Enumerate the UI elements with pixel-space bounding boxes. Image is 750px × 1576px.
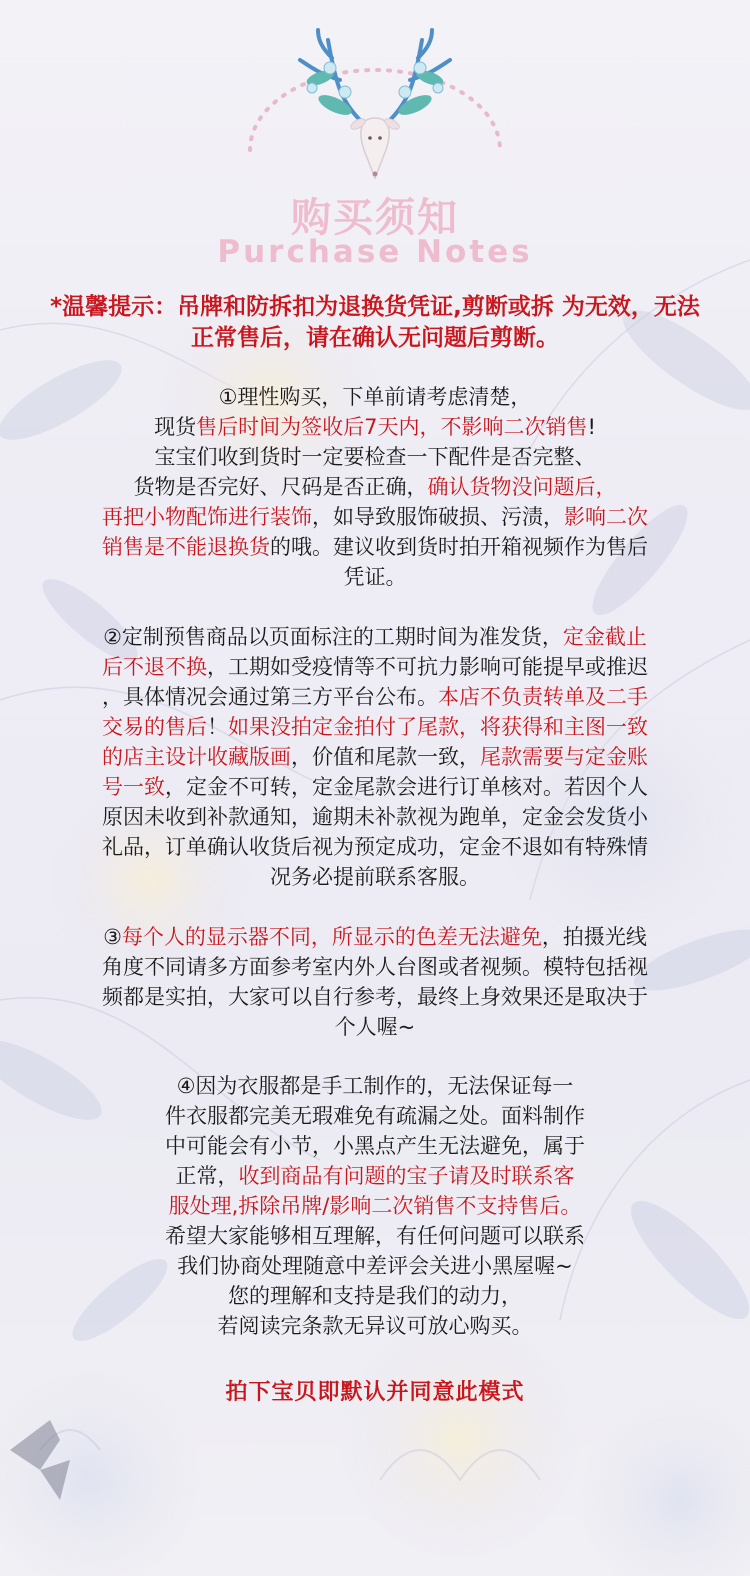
page-subtitle: Purchase Notes [217, 234, 533, 270]
section-line: 货物是否完好、尺码是否正确，确认货物没问题后， [133, 475, 617, 499]
notice-section-2 [40, 622, 710, 892]
section-line: 正常，收到商品有问题的宝子请及时联系客 [175, 1164, 575, 1188]
section-line: 号一致，定金不可转，定金尾款会进行订单核对。若因个人 [102, 775, 648, 799]
agreement-note: 拍下宝贝即默认并同意此模式 [225, 1380, 525, 1405]
section-line: 希望大家能够相互理解，有任何问题可以联系 [165, 1224, 585, 1248]
section-line: 再把小物配饰进行装饰，如导致服饰破损、污渍，影响二次 [102, 505, 648, 529]
section-line: 的店主设计收藏版画，价值和尾款一致，尾款需要与定金账 [102, 745, 648, 769]
warning-notice [40, 292, 710, 354]
notice-section-3 [40, 922, 710, 1042]
section-line: 销售是不能退换货的哦。建议收到货时拍开箱视频作为售后 [102, 535, 648, 559]
section-line: 服处理,拆除吊牌/影响二次销售不支持售后。 [168, 1194, 582, 1218]
warning-line: 为无效，无法正常售后，请在确认无问题后剪断。 [191, 294, 700, 351]
page-title: 购买须知 [291, 195, 459, 241]
section-line: 礼品，订单确认收货后视为预定成功，定金不退如有特殊情 [102, 835, 648, 859]
deer-antler-flower-icon [0, 0, 750, 190]
warning-line: *温馨提示：吊牌和防拆扣为退换货凭证,剪断或拆 [50, 294, 554, 320]
section-line: 宝宝们收到货时一定要检查一下配件是否完整、 [154, 445, 596, 469]
section-line: 角度不同请多方面参考室内外人台图或者视频。模特包括视 [102, 955, 648, 979]
section-line: 您的理解和支持是我们的动力， [228, 1284, 522, 1308]
section-line: ④因为衣服都是手工制作的，无法保证每一 [176, 1074, 574, 1098]
section-line: 个人喔~ [334, 1015, 416, 1039]
section-line: 若阅读完条款无异议可放心购买。 [217, 1314, 533, 1338]
section-line: ①理性购买，下单前请考虑清楚， [218, 385, 532, 409]
section-line: ③每个人的显示器不同，所显示的色差无法避免，拍摄光线 [103, 925, 647, 949]
section-line: 我们协商处理随意中差评会关进小黑屋喔~ [177, 1254, 573, 1278]
section-line: ②定制预售商品以页面标注的工期时间为准发货，定金截止 [103, 625, 647, 649]
section-line: ，具体情况会通过第三方平台公布。本店不负责转单及二手 [102, 685, 648, 709]
section-line: 中可能会有小节，小黑点产生无法避免，属于 [165, 1134, 585, 1158]
section-line: 现货售后时间为签收后7天内，不影响二次销售! [154, 415, 596, 439]
section-line: 后不退不换，工期如受疫情等不可抗力影响可能提早或推迟 [102, 655, 648, 679]
header [0, 0, 750, 280]
section-line: 况务必提前联系客服。 [270, 865, 480, 889]
section-line: 原因未收到补款通知，逾期未补款视为跑单，定金会发货小 [102, 805, 648, 829]
notice-section-1 [40, 382, 710, 592]
section-line: 交易的售后！如果没拍定金拍付了尾款，将获得和主图一致 [102, 715, 648, 739]
section-line: 凭证。 [343, 565, 407, 589]
notice-section-4 [100, 1071, 650, 1341]
section-line: 频都是实拍，大家可以自行参考，最终上身效果还是取决于 [102, 985, 648, 1009]
section-line: 件衣服都完美无瑕难免有疏漏之处。面料制作 [165, 1104, 585, 1128]
